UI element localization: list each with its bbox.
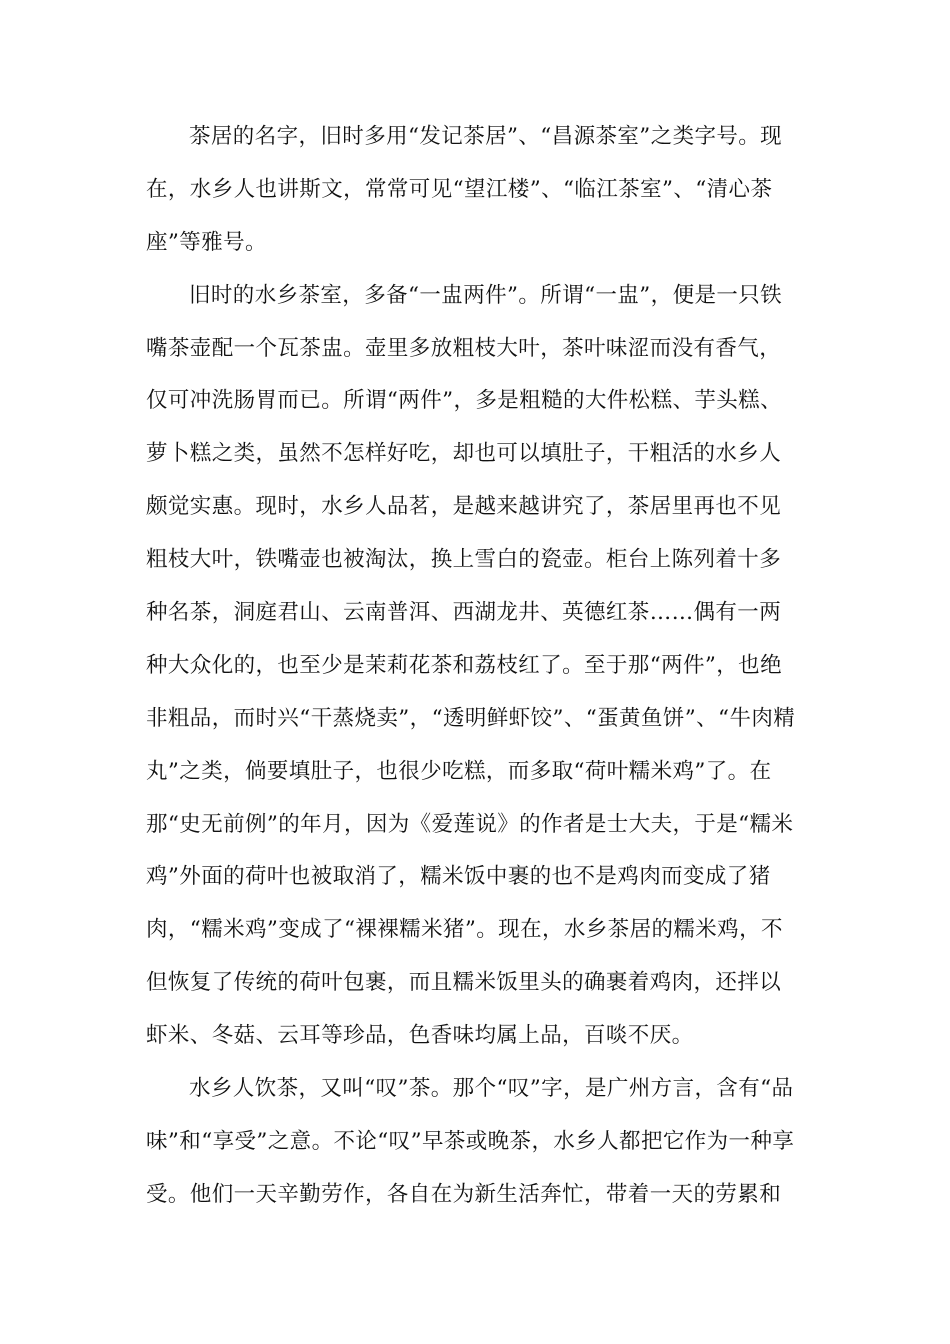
document-page	[146, 111, 806, 1222]
text-line: 仅可冲洗肠胃而已。所谓“两件”，多是粗糙的大件松糕、芋头糕、	[146, 388, 782, 414]
text-line: 丸”之类，倘要填肚子，也很少吃糕，而多取“荷叶糯米鸡”了。在	[146, 758, 772, 784]
paragraph-tan-tea	[146, 1063, 806, 1222]
text-line: 茶居的名字，旧时多用“发记茶居”、“昌源茶室”之类字号。现	[189, 124, 783, 149]
text-line: 那“史无前例”的年月，因为《爱莲说》的作者是士大夫，于是“糯米	[146, 811, 794, 837]
text-line: 非粗品，而时兴“干蒸烧卖”，“透明鲜虾饺”、“蛋黄鱼饼”、“牛肉精	[146, 705, 796, 731]
text-line: 粗枝大叶，铁嘴壶也被淘汰，换上雪白的瓷壶。柜台上陈列着十多	[146, 547, 782, 573]
text-line: 种名茶，洞庭君山、云南普洱、西湖龙井、英德红茶……偶有一两	[146, 600, 782, 626]
text-line: 但恢复了传统的荷叶包裹，而且糯米饭里头的确裹着鸡肉，还拌以	[146, 970, 782, 996]
text-line: 虾米、冬菇、云耳等珍品，色香味均属上品，百啖不厌。	[146, 1023, 694, 1049]
text-line: 在，水乡人也讲斯文，常常可见“望江楼”、“临江茶室”、“清心茶	[146, 176, 773, 202]
text-line: 颇觉实惠。现时，水乡人品茗，是越来越讲究了，茶居里再也不见	[146, 494, 782, 520]
text-line: 肉，“糯米鸡”变成了“裸裸糯米猪”。现在，水乡茶居的糯米鸡，不	[146, 917, 783, 943]
text-line: 受。他们一天辛勤劳作，各自在为新生活奔忙，带着一天的劳累和	[146, 1181, 782, 1207]
text-line: 水乡人饮茶，又叫“叹”茶。那个“叹”字，是广州方言，含有“品	[189, 1076, 794, 1102]
text-line: 鸡”外面的荷叶也被取消了，糯米饭中裹的也不是鸡肉而变成了猪	[146, 864, 771, 890]
paragraph-one-pot-two-pieces	[146, 270, 806, 1063]
text-line: 种大众化的，也至少是茉莉花茶和荔枝红了。至于那“两件”，也绝	[146, 652, 782, 678]
text-line: 味”和“享受”之意。不论“叹”早茶或晚茶，水乡人都把它作为一种享	[146, 1128, 795, 1154]
paragraph-teahouse-names	[146, 111, 806, 270]
text-line: 嘴茶壶配一个瓦茶盅。壶里多放粗枝大叶，茶叶味涩而没有香气，	[146, 335, 782, 361]
text-line: 萝卜糕之类，虽然不怎样好吃，却也可以填肚子，干粗活的水乡人	[146, 441, 782, 467]
text-line: 座”等雅号。	[146, 229, 267, 255]
text-line: 旧时的水乡茶室，多备“一盅两件”。所谓“一盅”，便是一只铁	[189, 282, 783, 308]
